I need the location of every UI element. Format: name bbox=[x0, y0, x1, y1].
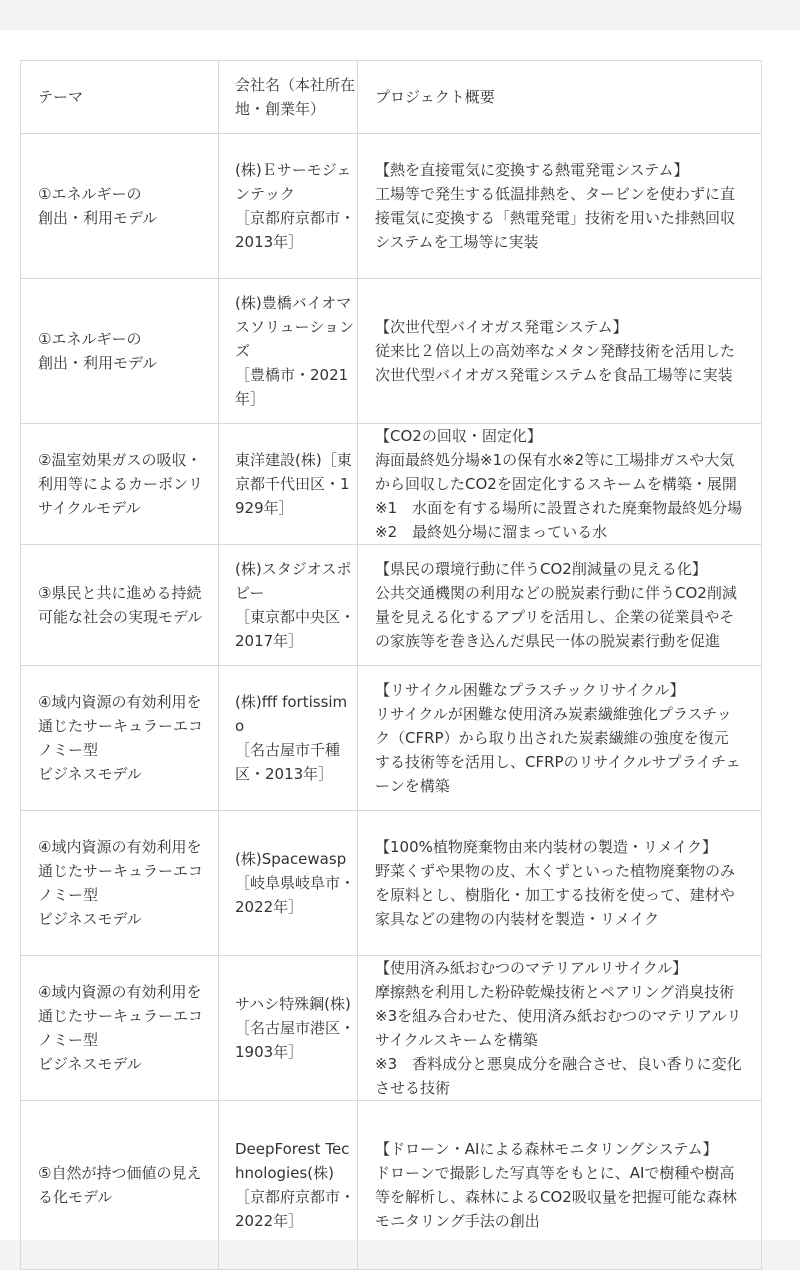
row-theme: ①エネルギーの 創出・利用モデル bbox=[21, 134, 219, 279]
row-company: (株)スタジオスポビー ［東京都中央区・2017年］ bbox=[219, 545, 358, 666]
row-theme: ④域内資源の有効利用を通じたサーキュラーエコノミー型 ビジネスモデル bbox=[21, 811, 219, 956]
row-summary: 【リサイクル困難なプラスチックリサイクル】 リサイクルが困難な使用済み炭素繊維強化プラスチック（CFRP）から取り出された炭素繊維の強度を復元する技術等を活用し、CFRPのリサイクルサプライチェーンを構築 bbox=[358, 666, 762, 811]
header-theme: テーマ bbox=[21, 61, 219, 134]
row-summary: 【100%植物廃棄物由来内装材の製造・リメイク】 野菜くずや果物の皮、木くずといった植物廃棄物のみを原料とし、樹脂化・加工する技術を使って、建材や家具などの建物の内装材を製造・リメイク bbox=[358, 811, 762, 956]
row-theme: ④域内資源の有効利用を通じたサーキュラーエコノミー型 ビジネスモデル bbox=[21, 666, 219, 811]
table-row bbox=[21, 1101, 762, 1270]
row-summary: 【使用済み紙おむつのマテリアルリサイクル】 摩擦熱を利用した粉砕乾燥技術とペアリング消臭技術※3を組み合わせた、使用済み紙おむつのマテリアルリサイクルスキームを構築 ※3 香料成分と悪臭成分を融合させ、良い香りに変化させる技術 bbox=[358, 956, 762, 1101]
header-summary: プロジェクト概要 bbox=[358, 61, 762, 134]
row-summary: 【次世代型バイオガス発電システム】 従来比２倍以上の高効率なメタン発酵技術を活用した次世代型バイオガス発電システムを食品工場等に実装 bbox=[358, 279, 762, 424]
row-company: (株)Ｅサーモジェンテック ［京都府京都市・2013年］ bbox=[219, 134, 358, 279]
row-theme: ③県民と共に進める持続可能な社会の実現モデル bbox=[21, 545, 219, 666]
table-row bbox=[21, 811, 762, 956]
table-row bbox=[21, 279, 762, 424]
row-company: サハシ特殊鋼(株) ［名古屋市港区・1903年］ bbox=[219, 956, 358, 1101]
projects-table bbox=[20, 60, 762, 1270]
row-summary: 【CO2の回収・固定化】 海面最終処分場※1の保有水※2等に工場排ガスや大気から回収したCO2を固定化するスキームを構築・展開 ※1 水面を有する場所に設置された廃棄物最終処分場 ※2 最終処分場に溜まっている水 bbox=[358, 424, 762, 545]
row-company: (株)fff fortissimo ［名古屋市千種区・2013年］ bbox=[219, 666, 358, 811]
table-row bbox=[21, 666, 762, 811]
row-company: (株)Spacewasp ［岐阜県岐阜市・2022年］ bbox=[219, 811, 358, 956]
row-theme: ②温室効果ガスの吸収・利用等によるカーボンリサイクルモデル bbox=[21, 424, 219, 545]
row-summary: 【熱を直接電気に変換する熱電発電システム】 工場等で発生する低温排熱を、タービンを使わずに直接電気に変換する「熱電発電」技術を用いた排熱回収システムを工場等に実装 bbox=[358, 134, 762, 279]
header-company: 会社名（本社所在地・創業年） bbox=[219, 61, 358, 134]
table-row bbox=[21, 134, 762, 279]
table-row bbox=[21, 545, 762, 666]
row-company: 東洋建設(株)［東京都千代田区・1929年］ bbox=[219, 424, 358, 545]
content-panel bbox=[0, 30, 800, 1240]
row-company: DeepForest Technologies(株) ［京都府京都市・2022年］ bbox=[219, 1101, 358, 1270]
row-company: (株)豊橋バイオマスソリューションズ ［豊橋市・2021年］ bbox=[219, 279, 358, 424]
table-row bbox=[21, 424, 762, 545]
table-header-row bbox=[21, 61, 762, 134]
row-summary: 【ドローン・AIによる森林モニタリングシステム】 ドローンで撮影した写真等をもとに、AIで樹種や樹高等を解析し、森林によるCO2吸収量を把握可能な森林モニタリング手法の創出 bbox=[358, 1101, 762, 1270]
row-theme: ④域内資源の有効利用を通じたサーキュラーエコノミー型 ビジネスモデル bbox=[21, 956, 219, 1101]
row-theme: ①エネルギーの 創出・利用モデル bbox=[21, 279, 219, 424]
row-summary: 【県民の環境行動に伴うCO2削減量の見える化】 公共交通機関の利用などの脱炭素行動に伴うCO2削減量を見える化するアプリを活用し、企業の従業員やその家族等を巻き込んだ県民一体の脱炭素行動を促進 bbox=[358, 545, 762, 666]
table-row bbox=[21, 956, 762, 1101]
row-theme: ⑤自然が持つ価値の見える化モデル bbox=[21, 1101, 219, 1270]
